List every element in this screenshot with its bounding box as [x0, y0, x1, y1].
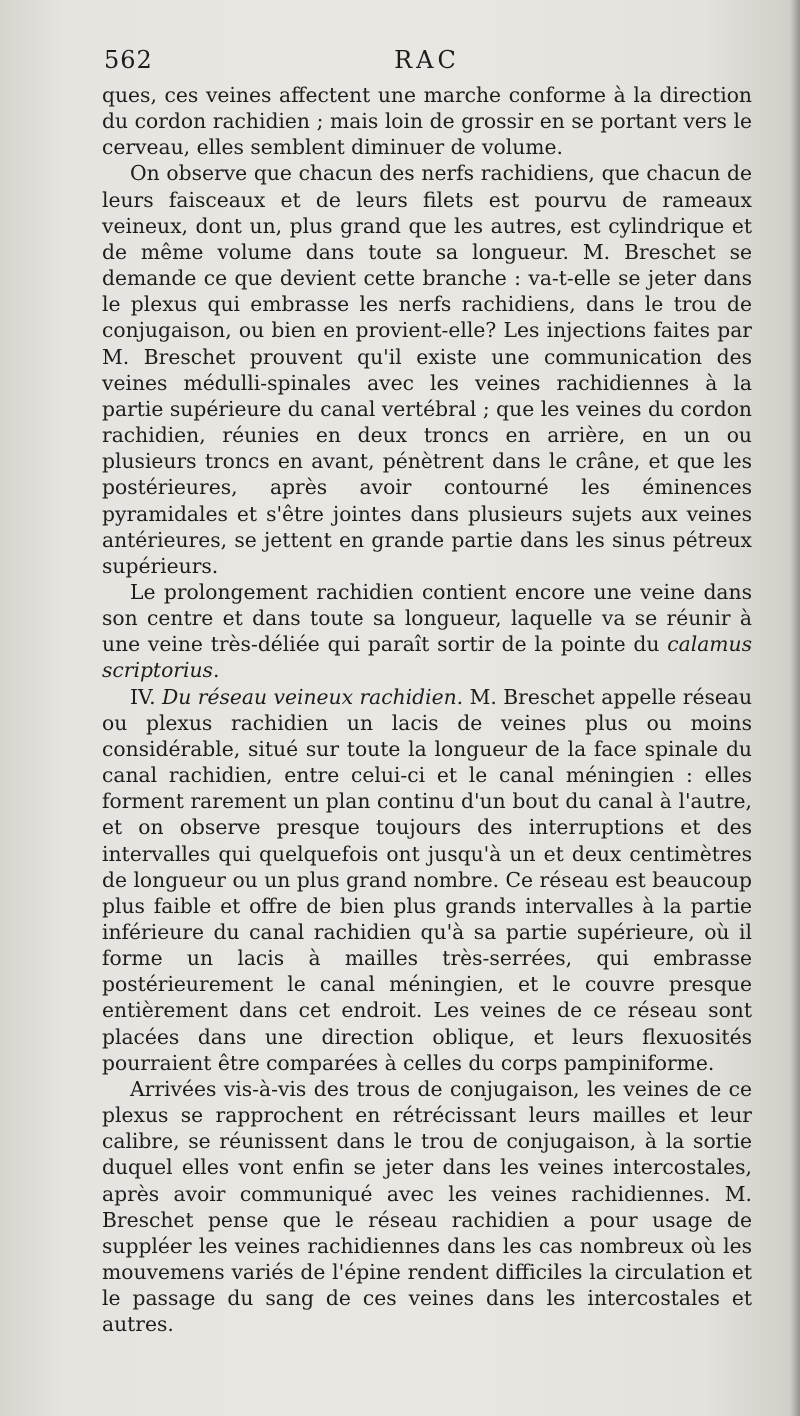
paragraph-continuation: ques, ces veines affectent une marche conforme à la direction du cordon rachidien ; mais loin de grossir en se portant vers le cerveau, elles semblent diminuer de volume.: [102, 83, 752, 160]
page-header: [104, 46, 750, 80]
running-head: RAC: [394, 46, 460, 74]
section-title: Du réseau veineux rachidien.: [162, 684, 464, 709]
paragraph-text: Le prolongement rachidien contient encore une veine dans son centre et dans toute sa longueur, laquelle va se réunir à une veine très-déliée qui paraît sortir de la pointe du: [102, 579, 752, 657]
page-edge-shadow: [790, 0, 800, 1416]
section-iv-paragraph: [102, 684, 752, 1076]
paragraph-prolongement-rachidien: [102, 579, 752, 684]
section-numeral: IV.: [130, 684, 163, 709]
page-number: 562: [104, 46, 153, 74]
section-text: M. Breschet appelle réseau ou plexus rachidien un lacis de veines plus ou moins considérable, situé sur toute la longueur de la face spinale du canal rachidien, entre celui-ci et le canal méningien : elles forment rarement un plan continu d'un bout du canal à l'autre, et on observe presque toujours des interruptions et des intervalles qui quelquefois ont jusqu'à un et deux centimètres de longueur ou un plus grand nombre. Ce réseau est beaucoup plus faible et offre de bien plus grands intervalles à la partie inférieure du canal rachidien qu'à sa partie supérieure, où il forme un lacis à mailles très-serrées, qui embrasse postérieurement le canal méningien, et le couvre presque entièrement dans cet endroit. Les veines de ce réseau sont placées dans une direction oblique, et leurs flexuosités pourraient être comparées à celles du corps pampiniforme.: [102, 684, 753, 1075]
page-body: [102, 82, 752, 1338]
paragraph-trous-de-conjugaison: Arrivées vis-à-vis des trous de conjugaison, les veines de ce plexus se rapprochent en rétrécissant leurs mailles et leur calibre, se réunissent dans le trou de conjugaison, à la sortie duquel elles vont enfin se jeter dans les veines intercostales, après avoir communiqué avec les veines rachidiennes. M. Breschet pense que le réseau rachidien a pour usage de suppléer les veines rachidiennes dans les cas nombreux où les mouvemens variés de l'épine rendent difficiles la circulation et le passage du sang de ces veines dans les intercostales et autres.: [102, 1076, 752, 1337]
latin-term: calamus scriptorius: [102, 632, 752, 683]
paragraph-nerfs-rachidiens: On observe que chacun des nerfs rachidiens, que chacun de leurs faisceaux et de leurs filets est pourvu de rameaux veineux, dont un, plus grand que les autres, est cylindrique et de même volume dans toute sa longueur. M. Breschet se demande ce que devient cette branche : va-t-elle se jeter dans le plexus qui embrasse les nerfs rachidiens, dans le trou de conjugaison, ou bien en provient-elle? Les injections faites par M. Breschet prouvent qu'il existe une communication des veines médulli-spinales avec les veines rachidiennes à la partie supérieure du canal vertébral ; que les veines du cordon rachidien, réunies en deux troncs en arrière, en un ou plusieurs troncs en avant, pénètrent dans le crâne, et que les postérieures, après avoir contourné les éminences pyramidales et s'être jointes dans plusieurs sujets aux veines antérieures, se jettent en grande partie dans les sinus pétreux supérieurs.: [102, 161, 752, 578]
paragraph-end: .: [212, 658, 220, 683]
